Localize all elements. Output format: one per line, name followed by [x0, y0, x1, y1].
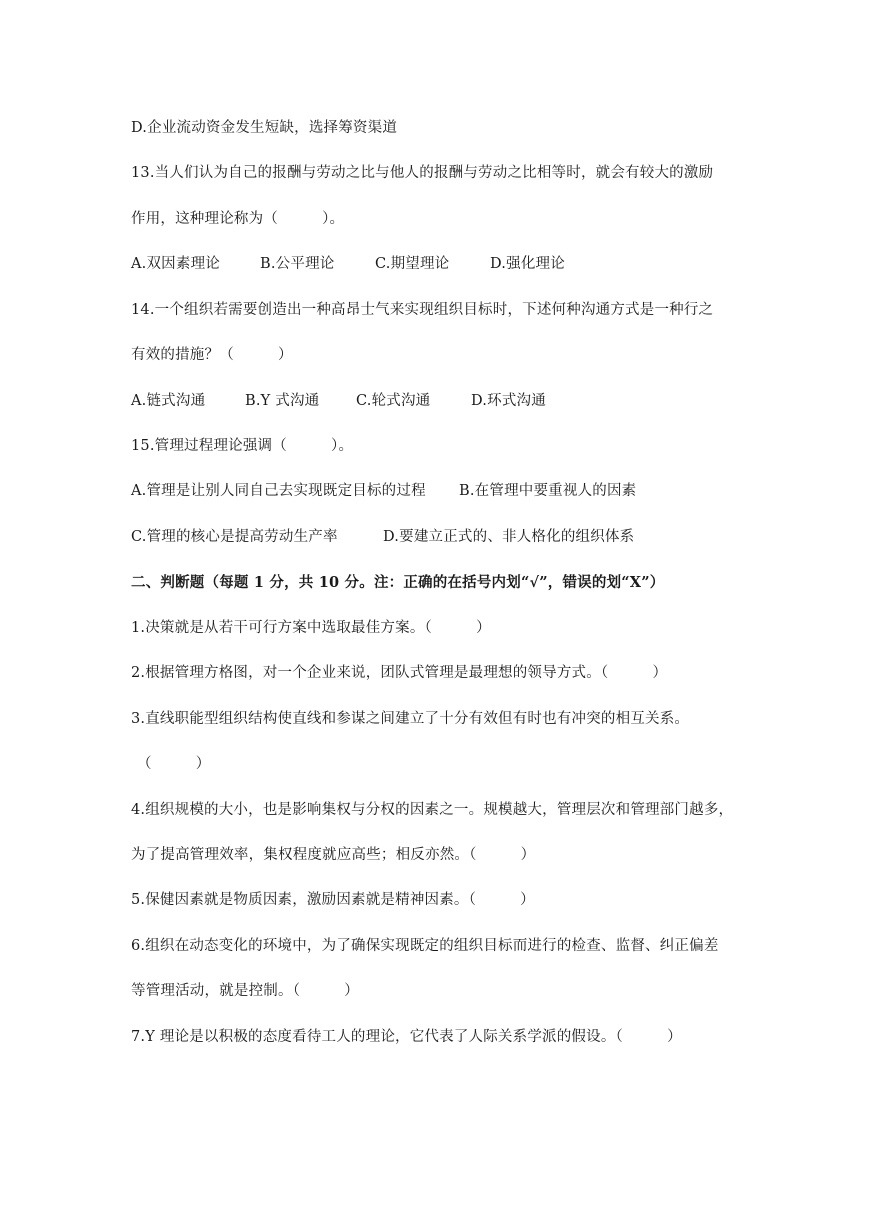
q14-stem-line1: 14.一个组织若需要创造出一种高昂士气来实现组织目标时，下述何种沟通方式是一种行之 [131, 302, 714, 318]
q13-option-b: B.公平理论 [260, 256, 335, 272]
q15-option-d: D.要建立正式的、非人格化的组织体系 [383, 529, 635, 545]
q13-option-c: C.期望理论 [375, 256, 450, 272]
tf-item-6-line1: 6.组织在动态变化的环境中，为了确保实现既定的组织目标而进行的检查、监督、纠正偏差 [131, 938, 719, 954]
q15-option-c: C.管理的核心是提高劳动生产率 [131, 529, 338, 545]
q13-option-d: D.强化理论 [490, 256, 565, 272]
q13-stem-line2: 作用，这种理论称为（ ）。 [131, 211, 345, 227]
tf-item-7: 7.Y 理论是以积极的态度看待工人的理论，它代表了人际关系学派的假设。（ ） [131, 1029, 682, 1045]
q14-option-a: A.链式沟通 [131, 393, 206, 409]
tf-item-1: 1.决策就是从若干可行方案中选取最佳方案。（ ） [131, 620, 491, 636]
tf-item-5: 5.保健因素就是物质因素，激励因素就是精神因素。（ ） [131, 892, 535, 908]
tf-item-6-line2: 等管理活动，就是控制。（ ） [131, 983, 359, 999]
tf-item-4-line2: 为了提高管理效率，集权程度就应高些；相反亦然。（ ） [131, 847, 536, 863]
q13-stem-line1: 13.当人们认为自己的报酬与劳动之比与他人的报酬与劳动之比相等时，就会有较大的激励 [131, 165, 714, 181]
q14-option-c: C.轮式沟通 [356, 393, 431, 409]
tf-item-3-line1: 3.直线职能型组织结构使直线和参谋之间建立了十分有效但有时也有冲突的相互关系。 [131, 711, 690, 727]
tf-item-3-line2: （ ） [137, 756, 211, 772]
tf-item-2: 2.根据管理方格图，对一个企业来说，团队式管理是最理想的领导方式。（ ） [131, 665, 668, 681]
q12-option-d: D.企业流动资金发生短缺，选择筹资渠道 [131, 120, 398, 136]
q14-stem-line2: 有效的措施？（ ） [131, 347, 293, 363]
q15-option-b: B.在管理中要重视人的因素 [459, 483, 637, 499]
q15-option-a: A.管理是让别人同自己去实现既定目标的过程 [131, 483, 426, 499]
q15-stem: 15.管理过程理论强调（ ）。 [131, 438, 354, 454]
tf-item-4-line1: 4.组织规模的大小，也是影响集权与分权的因素之一。规模越大，管理层次和管理部门越多， [131, 802, 734, 818]
section-heading-true-false: 二、判断题（每题 1 分，共 10 分。注：正确的在括号内划“√”，错误的划“X”） [131, 574, 665, 591]
q14-option-d: D.环式沟通 [471, 393, 546, 409]
q14-option-b: B.Y 式沟通 [245, 393, 320, 409]
q13-option-a: A.双因素理论 [131, 256, 220, 272]
